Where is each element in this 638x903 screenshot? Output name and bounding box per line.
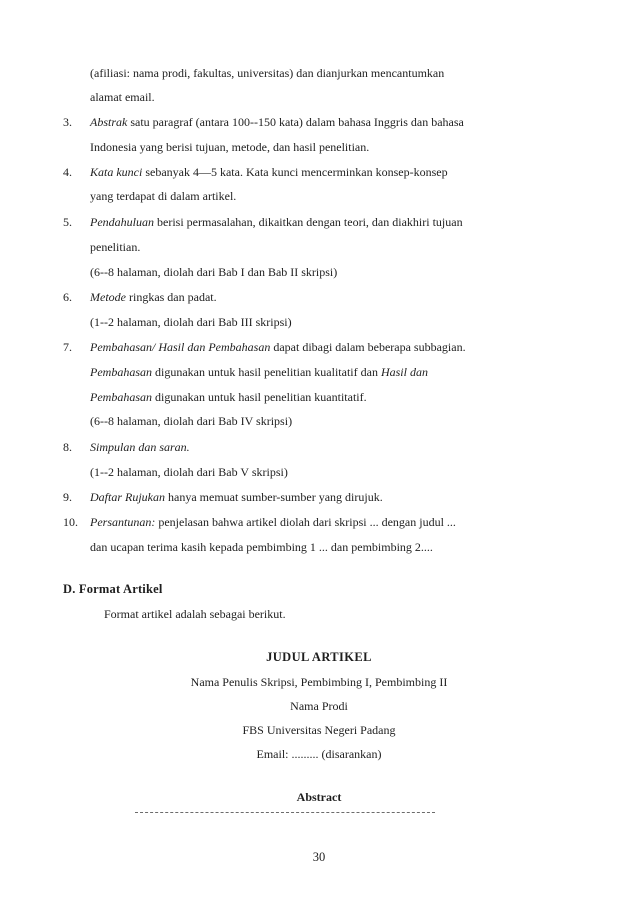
list-item-text: digunakan untuk hasil penelitian kualitatif dan bbox=[152, 365, 381, 379]
list-number: 8. bbox=[63, 440, 72, 454]
list-item-simpulan bbox=[90, 440, 190, 454]
list-item-term: Pembahasan bbox=[90, 365, 152, 379]
list-item-text: dapat dibagi dalam beberapa subbagian. bbox=[270, 340, 466, 354]
list-item-term: Kata kunci bbox=[90, 165, 143, 179]
list-item-term: Persantunan: bbox=[90, 515, 156, 529]
article-title: JUDUL ARTIKEL bbox=[266, 650, 372, 664]
list-item-text: satu paragraf (antara 100--150 kata) dalam bahasa Inggris dan bahasa bbox=[127, 115, 464, 129]
list-number: 5. bbox=[63, 215, 72, 229]
list-item-text: ringkas dan padat. bbox=[125, 290, 217, 304]
list-item-text: Indonesia yang berisi tujuan, metode, dan hasil penelitian. bbox=[90, 140, 370, 154]
list-item-continuation: alamat email. bbox=[90, 90, 155, 104]
list-item-term: Pendahuluan bbox=[90, 215, 154, 229]
dotted-line bbox=[135, 812, 435, 813]
list-item-persantunan bbox=[90, 515, 456, 529]
list-item-text: hanya memuat sumber-sumber yang dirujuk. bbox=[165, 490, 383, 504]
list-number: 4. bbox=[63, 165, 72, 179]
list-item-text: dan ucapan terima kasih kepada pembimbing 1 ... dan pembimbing 2.... bbox=[90, 540, 433, 554]
section-intro: Format artikel adalah sebagai berikut. bbox=[104, 607, 286, 621]
list-item-text: (6--8 halaman, diolah dari Bab I dan Bab II skripsi) bbox=[90, 265, 338, 279]
article-institution: FBS Universitas Negeri Padang bbox=[242, 723, 396, 737]
list-item-term: Metode bbox=[90, 290, 126, 304]
list-item-daftar-rujukan bbox=[90, 490, 383, 504]
list-item-term: Hasil dan bbox=[380, 365, 428, 379]
list-item-term: Daftar Rujukan bbox=[90, 490, 165, 504]
list-item-text: digunakan untuk hasil penelitian kuantitatif. bbox=[152, 390, 367, 404]
list-item-text bbox=[90, 390, 367, 404]
list-item-term: Abstrak bbox=[90, 115, 128, 129]
list-item-text: berisi permasalahan, dikaitkan dengan teori, dan diakhiri tujuan bbox=[154, 215, 463, 229]
list-number: 3. bbox=[63, 115, 72, 129]
list-number: 10. bbox=[63, 515, 78, 529]
page-number: 30 bbox=[312, 850, 326, 864]
list-item-text: yang terdapat di dalam artikel. bbox=[90, 189, 237, 203]
list-item-text: (6--8 halaman, diolah dari Bab IV skripsi) bbox=[90, 414, 293, 428]
list-item-text: penjelasan bahwa artikel diolah dari skripsi ... dengan judul ... bbox=[155, 515, 456, 529]
list-item-pendahuluan bbox=[90, 215, 463, 229]
list-item-text bbox=[90, 365, 428, 379]
article-prodi: Nama Prodi bbox=[290, 699, 348, 713]
list-item-continuation: (afiliasi: nama prodi, fakultas, universitas) dan dianjurkan mencantumkan bbox=[90, 66, 445, 80]
list-number: 6. bbox=[63, 290, 72, 304]
list-item-text: penelitian. bbox=[90, 240, 141, 254]
list-item-text: (1--2 halaman, diolah dari Bab V skripsi) bbox=[90, 465, 288, 479]
list-number: 9. bbox=[63, 490, 72, 504]
section-heading: D. Format Artikel bbox=[63, 582, 163, 596]
list-item-term: Pembahasan/ Hasil dan Pembahasan bbox=[90, 340, 271, 354]
list-item-pembahasan bbox=[90, 340, 466, 354]
list-item-term: Simpulan dan saran. bbox=[90, 440, 190, 454]
article-authors: Nama Penulis Skripsi, Pembimbing I, Pembimbing II bbox=[190, 675, 448, 689]
list-item-term: Pembahasan bbox=[90, 390, 152, 404]
list-item-abstrak bbox=[90, 115, 464, 129]
list-item-metode bbox=[90, 290, 217, 304]
list-item-text: (1--2 halaman, diolah dari Bab III skripsi) bbox=[90, 315, 292, 329]
list-item-text: sebanyak 4—5 kata. Kata kunci mencerminkan konsep-konsep bbox=[142, 165, 448, 179]
list-number: 7. bbox=[63, 340, 72, 354]
list-item-kata-kunci bbox=[90, 165, 448, 179]
abstract-label: Abstract bbox=[296, 790, 342, 804]
article-email: Email: ......... (disarankan) bbox=[256, 747, 382, 761]
